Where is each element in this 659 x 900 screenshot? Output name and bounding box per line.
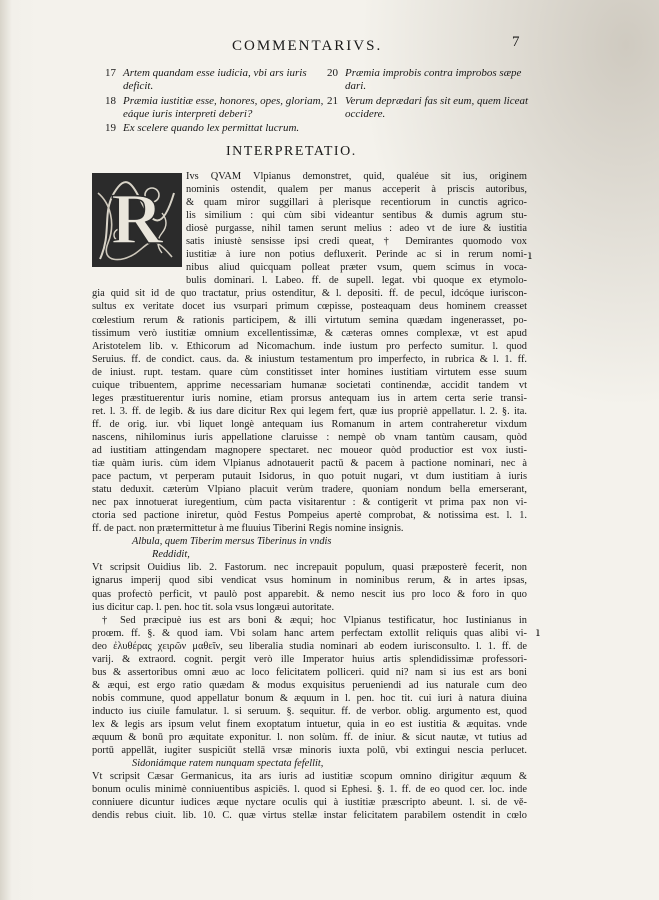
text-line: ff. de orig. iur. vbi liquet longè antequam ius Romanum in artem contraheretur vixdum	[92, 418, 527, 430]
text-line: Aristotelem lib. v. Ethicorum ad Nicomachum. inde iustum pro perfecto sumitur. l. quod	[92, 340, 527, 352]
text-line: tiæ quàm iuris. cùm idem Vlpianus adnotauerit pactū & pacem à pactione nominari, nec à	[92, 458, 527, 470]
text-line: ad iustitiam attingendam magnopere spectaret. nec moueor quòd productior est vox iusti-	[92, 444, 527, 456]
summary-item	[105, 67, 307, 80]
summary-text: dari.	[345, 80, 367, 92]
summary-item	[123, 108, 252, 121]
text-line: ff. de pact. non prætermittetur à me fluuius Tiberini Regis nomine insignis.	[92, 523, 404, 535]
summary-number: 21	[327, 95, 338, 107]
margin-mark: ı	[528, 248, 532, 262]
summary-item	[327, 67, 522, 80]
text-line: inducto ius ciuile famulatur. l. si seruum. §. sequitur. ff. de verbor. oblig. argumento est, quod	[92, 705, 527, 717]
text-line: & æqui, est ergo ratio quædam & modus exquisitus perueniendi ad ius naturale cum deo	[92, 679, 527, 691]
verse-line: Sidoniámque ratem nunquam spectata fefellit,	[132, 758, 324, 770]
text-line: bus & assertoribus omni æuo ac loco felicitatem polliceri. quid ni? nam si ius est ars boni	[92, 666, 527, 678]
summary-text: Præmia improbis contra improbos sæpe	[345, 67, 522, 79]
text-line: Seruius. ff. de condict. caus. da. & iniustum testamentum pro imperfecto, in rubrica & l. 1. ff.	[92, 353, 527, 365]
summary-text: occidere.	[345, 108, 386, 120]
text-line: proœm. ff. §. & quod iam. Vbi solam hanc artem perfectam extollit reliquis quas alibi vi-	[92, 627, 527, 639]
summary-item	[327, 95, 529, 108]
text-line: Vt scripsit Ouidius lib. 2. Fastorum. nec increpauit populum, quasi præposterè fecerit, non	[92, 562, 527, 574]
text-line: nascens, nihilominus iuris appellatione claruisse : nempè ob vnam tantùm causam, quòd	[92, 431, 527, 443]
text-line: nominis ostendit, qualem per manus acceperit à priscis autoribus,	[186, 184, 527, 196]
text-line: deo ἐλυθέρας χειρῶν μαθεῖν, seu liberalia studia nominari ab eodem iurisconsulto. l. 1. ff. de	[92, 640, 527, 652]
text-line: lex & legis ars ipsum velut finem exoptatum intuetur, quia in eo est iustitia & æquitas. vnde	[92, 718, 527, 730]
summary-item	[105, 95, 324, 108]
summary-number: 19	[105, 122, 116, 134]
summary-text: eáque iuris interpreti deberi?	[123, 108, 253, 120]
text-line: ius dicitur cap. l. pen. hoc tit. sola vsus longæui autoritate.	[92, 601, 335, 613]
text-line: ignarus imperij quod sibi vendicat vsus hominum in nominibus rerum, & in artes ipsas,	[92, 575, 527, 587]
text-line: ctoria sed pactione iniretur, quòd Festus Pompeius apertè comprobat, & notissima est. l. 1.	[92, 510, 527, 522]
text-line: bulis dominari. l. Labeo. ff. de supell. legat. vbi quoque ex etymolo-	[186, 275, 527, 287]
text-line: & quam miror suggillari à plerisque recentiorum in cunctis agrico-	[186, 197, 527, 209]
text-line: quas profectò perficit, vt paulò post apparebit. & nemo nescit ius pro loco & foro in quo	[92, 588, 527, 600]
text-line: tissimum verò iustitiæ omnium excellentissimæ, & cæteras omnes complexæ, vt est apud	[92, 327, 527, 339]
section-heading: INTERPRETATIO.	[226, 144, 357, 159]
page-number: 7	[512, 34, 520, 50]
summary-text: Verum deprædari fas sit eum, quem liceat	[345, 95, 529, 107]
text-line: lis similium : qui cùm sibi videantur sentibus & dumis agrum stu-	[186, 210, 527, 222]
summary-item	[345, 80, 366, 93]
text-line: † Sed præcipuè ius est ars boni & æqui; hoc Vlpianus testificatur, hoc Iustinianus in	[102, 614, 527, 626]
running-title: COMMENTARIVS.	[232, 38, 383, 54]
margin-mark: ı	[536, 625, 540, 639]
text-line: statu deduxit. cæterùm Vlpiano placuit verùm tradere, quoniam nondum bella emerserant,	[92, 484, 527, 496]
text-line: bonum oculis minimè conniuentibus aspiciēs. l. quod si Ephesi. §. 1. ff. de eo quod cer. loc. inde	[92, 784, 527, 796]
summary-number: 20	[327, 67, 338, 79]
text-line: diosè purgasse, nihil tamen serunt melius : adeo vt de iure & iustitia	[186, 223, 527, 235]
summary-text: Ex scelere quando lex permittat lucrum.	[123, 122, 300, 134]
text-line: satis iniustè sensisse ipsi credi queat, † Demirantes quomodo vox	[186, 236, 527, 248]
text-line: leges præstituerentur iuris nomine, etiam prorsus antequam ius in artem certa serie transi-	[92, 392, 527, 404]
text-line: Vt scripsit Cæsar Germanicus, ita ars iuris ad iustitiæ scopum omnino dirigitur æquum &	[92, 771, 527, 783]
summary-text: Præmia iustitiæ esse, honores, opes, gloriam,	[123, 95, 324, 107]
text-line: nobis commune, quod appellatur bonum & æquum in l. pen. hoc tit. cui iuri à natura diuina	[92, 692, 527, 704]
text-line: cœlestium rerum & rationis participem, & illi virtutum semina quædam ingenerasset, po-	[92, 314, 527, 326]
summary-number: 17	[105, 67, 116, 79]
text-line: cuique tribuentem, apprime necessariam humanæ societati continendæ, accidit tandem vt	[92, 379, 527, 391]
text-line: portū appellāt, iugiter suspiciūt stellā vrsæ minoris iuxta polū, vbi extingui nescia perlucet.	[92, 745, 527, 757]
text-line: dendis rebus ciuit. lib. 10. C. quæ virtus stellæ instar felicitatem parabilem ostendit in cœlo	[92, 810, 527, 822]
text-line: Ivs QVAM Vlpianus demonstret, quid, qualéue sit ius, originem	[186, 171, 527, 182]
summary-item	[345, 108, 385, 121]
text-line: iustitiæ à iure non potius defluxerit. Perinde ac si in rerum nomi-	[186, 249, 527, 261]
text-line: de iniust. rupt. testam. quare cùm constitisset inter homines iustitiam virtutem esse suum	[92, 366, 527, 378]
dropcap-letter: R	[111, 179, 163, 259]
text-line: pace pactum, vt perperam putauit Isidorus, in quo potuit nugari, vt dum iustitiam à iuris	[92, 471, 527, 483]
text-line: sultus ex veritate docet ius vsurpari primum cœpisse, posteaquam deus hominem creasset	[92, 301, 527, 313]
text-line: æquum & bonū pro æquitate exponitur. l. non solùm. ff. de iniur. & sicut nautæ, vt tutius ad	[92, 732, 527, 744]
summary-number: 18	[105, 95, 116, 107]
text-line: nibus aliud quicquam polleat præter vsum, quem scimus in vocа-	[186, 262, 527, 274]
text-line: varij. & extraord. cognit. pergit verò ille Imperator huius artis splendidissimæ professori-	[92, 653, 527, 665]
summary-item	[105, 122, 300, 135]
text-line: gia quid sit id de quo tractatur, prius ostenditur, & l. depositi. ff. de pecul, idcóque iuriscon-	[92, 288, 527, 300]
summary-item	[123, 80, 153, 93]
verse-line: Albula, quem Tiberim mersus Tiberinus in vndis	[132, 536, 332, 548]
text-line: conniuere dicuntur iudices æque nyctare oculis qui à iustitiæ præscripto abeunt. l. si. de vě-	[92, 797, 527, 809]
summary-text: deficit.	[123, 80, 154, 92]
verse-line: Reddidit,	[152, 549, 190, 561]
text-line: ret. l. 3. ff. de legib. & ius dare dicitur Rex qui legem fert, quæ ius propriè appellatur. l. 2. §. ita.	[92, 405, 527, 417]
text-line: nec pax innotuerat iuregentium, cùm pacta visitarentur : & contigerit vt prima pax non vi-	[92, 497, 527, 509]
summary-text: Artem quandam esse iudicia, vbi ars iuris	[123, 67, 307, 79]
commentary-body	[92, 170, 527, 822]
